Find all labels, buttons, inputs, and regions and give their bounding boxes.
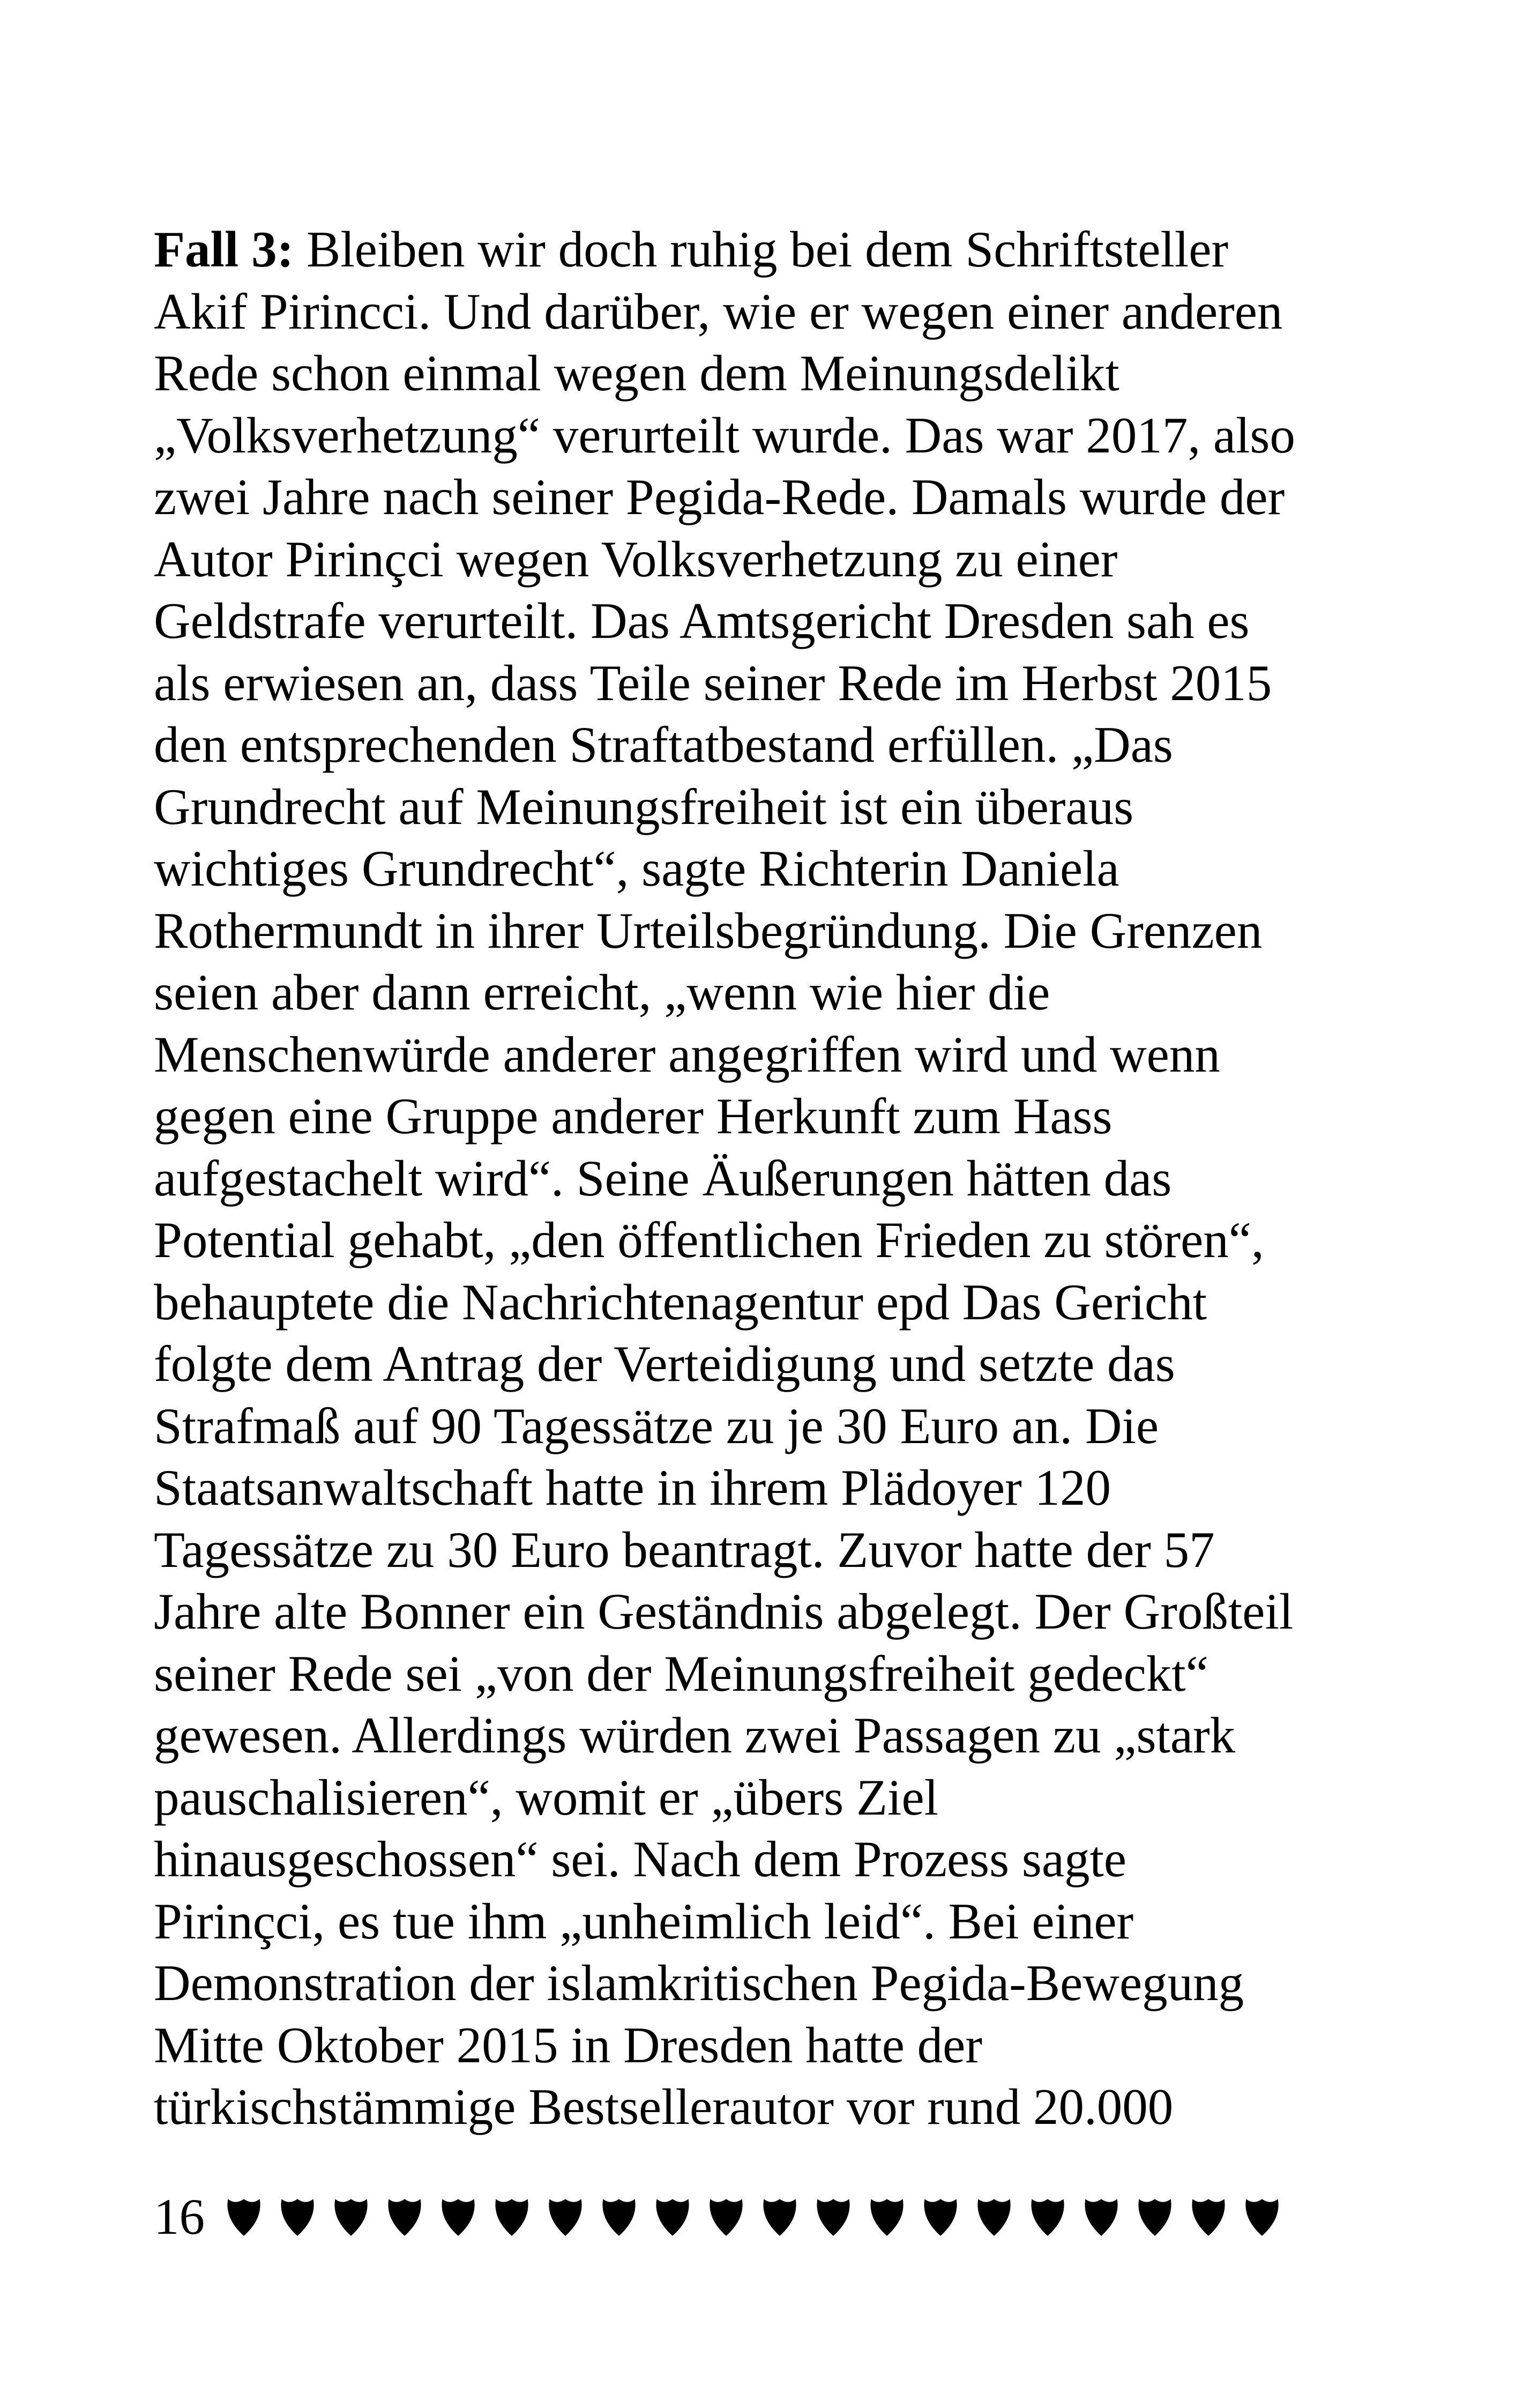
ornament-row (223, 2196, 1283, 2238)
shield-ornament-icon (437, 2196, 479, 2238)
shield-ornament-icon (973, 2196, 1015, 2238)
shield-ornament-icon (1188, 2196, 1229, 2238)
text-line: Potential gehabt, „den öffentlichen Frieden zu stören“, (154, 1212, 1264, 1268)
text-line: Strafmaß auf 90 Tagessätze zu je 30 Euro an. Die (154, 1397, 1159, 1454)
text-line: Autor Pirinçci wegen Volksverhetzung zu einer (154, 530, 1118, 588)
shield-ornament-icon (866, 2196, 908, 2238)
text-line: Rothermundt in ihrer Urteilsbegründung. Die Grenzen (154, 902, 1263, 959)
text-line: als erwiesen an, dass Teile seiner Rede im Herbst 2015 (154, 654, 1272, 711)
text-line: Demonstration der islamkritischen Pegida-Bewegung (154, 1954, 1244, 2011)
shield-ornament-icon (1134, 2196, 1176, 2238)
body-text (154, 219, 1386, 2138)
text-line: behauptete die Nachrichtenagentur epd Das Gericht (154, 1273, 1207, 1331)
text-line: Akif Pirincci. Und darüber, wie er wegen einer anderen (154, 283, 1283, 340)
case-heading: Fall 3: (154, 221, 294, 278)
text-line: folgte dem Antrag der Verteidigung und setzte das (154, 1335, 1175, 1392)
page-footer (154, 2184, 1283, 2249)
text-line: seien aber dann erreicht, „wenn wie hier die (154, 964, 1050, 1021)
text-line: Staatsanwaltschaft hatte in ihrem Plädoyer 120 (154, 1459, 1111, 1516)
text-line: Menschenwürde anderer angegriffen wird und wenn (154, 1025, 1220, 1083)
text-line: „Volksverhetzung“ verurteilt wurde. Das war 2017, also (154, 406, 1295, 464)
shield-ornament-icon (544, 2196, 586, 2238)
shield-ornament-icon (920, 2196, 961, 2238)
text-line: Tagessätze zu 30 Euro beantragt. Zuvor hatte der 57 (154, 1521, 1215, 1578)
text-line: wichtiges Grundrecht“, sagte Richterin Daniela (154, 840, 1119, 897)
text-line: türkischstämmige Bestsellerautor vor rund 20.000 (154, 2078, 1174, 2135)
text-line: pauschalisieren“, womit er „übers Ziel (154, 1768, 939, 1826)
text-line: Rede schon einmal wegen dem Meinungsdelikt (154, 345, 1119, 402)
text-line: aufgestachelt wird“. Seine Äußerungen hätten das (154, 1149, 1172, 1207)
text-line: Pirinçci, es tue ihm „unheimlich leid“. Bei einer (154, 1892, 1134, 1950)
shield-ornament-icon (277, 2196, 318, 2238)
text-line: den entsprechenden Straftatbestand erfüllen. „Das (154, 716, 1173, 773)
text-line-first-rest: Bleiben wir doch ruhig bei dem Schriftsteller (294, 221, 1229, 278)
shield-ornament-icon (1241, 2196, 1283, 2238)
text-line: Grundrecht auf Meinungsfreiheit ist ein überaus (154, 778, 1134, 835)
shield-ornament-icon (491, 2196, 533, 2238)
text-line: gewesen. Allerdings würden zwei Passagen zu „stark (154, 1707, 1236, 1764)
text-line: Geldstrafe verurteilt. Das Amtsgericht Dresden sah es (154, 592, 1250, 649)
shield-ornament-icon (705, 2196, 747, 2238)
shield-ornament-icon (384, 2196, 425, 2238)
shield-ornament-icon (223, 2196, 265, 2238)
text-lines (154, 281, 1386, 2138)
text-line: Mitte Oktober 2015 in Dresden hatte der (154, 2016, 982, 2073)
text-line: seiner Rede sei „von der Meinungsfreiheit gedeckt“ (154, 1645, 1208, 1702)
shield-ornament-icon (759, 2196, 801, 2238)
text-line: gegen eine Gruppe anderer Herkunft zum Hass (154, 1088, 1113, 1144)
text-line: zwei Jahre nach seiner Pegida-Rede. Damals wurde der (154, 469, 1285, 525)
shield-ornament-icon (598, 2196, 640, 2238)
shield-ornament-icon (652, 2196, 693, 2238)
text-line-first (154, 219, 1386, 281)
shield-ornament-icon (1027, 2196, 1069, 2238)
text-line: hinausgeschossen“ sei. Nach dem Prozess sagte (154, 1831, 1127, 1887)
shield-ornament-icon (1080, 2196, 1122, 2238)
shield-ornament-icon (330, 2196, 372, 2238)
page-number: 16 (154, 2188, 205, 2245)
shield-ornament-icon (812, 2196, 854, 2238)
text-line: Jahre alte Bonner ein Geständnis abgelegt. Der Großteil (154, 1583, 1294, 1640)
